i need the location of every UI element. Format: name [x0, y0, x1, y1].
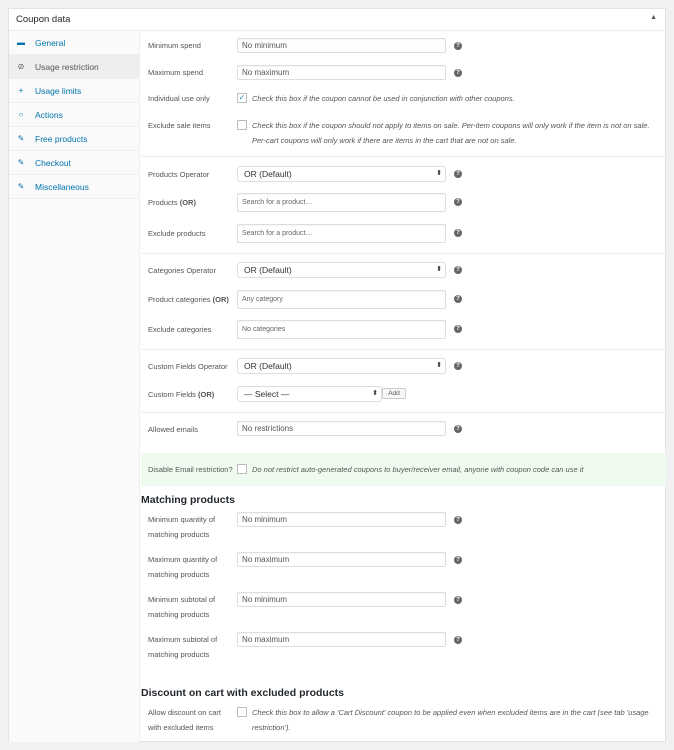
allowed-emails-input[interactable]: No restrictions	[237, 421, 446, 436]
label-suffix: (OR)	[179, 198, 196, 207]
label-suffix: (OR)	[198, 390, 215, 399]
exclude-categories-label: Exclude categories	[148, 325, 212, 334]
help-icon[interactable]: ?	[454, 295, 462, 303]
label-text: Product categories	[148, 295, 211, 304]
tab-label: Usage restriction	[35, 61, 99, 72]
disable-email-restriction-description: Do not restrict auto-generated coupons to buyer/receiver email, anyone with coupon code can use it	[252, 465, 584, 474]
allowed-emails-label: Allowed emails	[148, 425, 199, 434]
label-line: Minimum quantity of	[148, 515, 216, 524]
circle-icon: ○	[18, 110, 24, 119]
panel-header[interactable]	[9, 9, 665, 31]
panel-title: Coupon data	[16, 14, 71, 25]
product-categories-input[interactable]: Any category	[237, 290, 446, 309]
max-qty-label	[148, 552, 217, 582]
individual-use-label: Individual use only	[148, 94, 210, 103]
custom-fields-label	[148, 387, 214, 402]
categories-operator-select[interactable]	[237, 262, 446, 278]
exclude-categories-input[interactable]: No categories	[237, 320, 446, 339]
tab-checkout[interactable]	[9, 151, 140, 175]
label-line: Minimum subtotal of	[148, 595, 216, 604]
select-arrows-icon: ⬍	[436, 266, 442, 273]
plus-icon: +	[18, 86, 24, 95]
tab-label: Usage limits	[35, 85, 82, 96]
label-text: Products	[148, 198, 178, 207]
max-subtotal-input[interactable]: No maximum	[237, 632, 446, 647]
label-line: with excluded items	[148, 723, 214, 732]
label-line: matching products	[148, 610, 210, 619]
label-line: Allow discount on cart	[148, 708, 221, 717]
wrench-icon: ✎	[17, 182, 25, 191]
help-icon[interactable]: ?	[454, 42, 462, 50]
tab-label: General	[35, 37, 66, 48]
label-line: matching products	[148, 530, 210, 539]
select-value: — Select —	[244, 389, 290, 399]
tab-usage-limits[interactable]	[9, 79, 140, 103]
tab-usage-restriction[interactable]	[9, 55, 140, 79]
min-qty-label	[148, 512, 215, 542]
tab-label: Checkout	[35, 157, 71, 168]
maximum-spend-label: Maximum spend	[148, 68, 204, 77]
coupon-data-panel	[8, 8, 666, 742]
select-value: OR (Default)	[244, 265, 292, 275]
select-value: OR (Default)	[244, 169, 292, 179]
help-icon[interactable]: ?	[454, 325, 462, 333]
ban-icon: ⊘	[17, 62, 25, 71]
usage-restriction-panel	[141, 31, 666, 742]
excluded-products-heading: Discount on cart with excluded products	[141, 687, 345, 699]
products-label	[148, 195, 196, 210]
products-operator-label: Products Operator	[148, 170, 210, 179]
min-subtotal-input[interactable]: No minimum	[237, 592, 446, 607]
ticket-icon: ▬	[17, 38, 25, 47]
divider	[141, 156, 666, 157]
help-icon[interactable]: ?	[454, 69, 462, 77]
divider	[141, 412, 666, 413]
products-search-input[interactable]: Search for a product…	[237, 193, 446, 212]
label-suffix: (OR)	[212, 295, 229, 304]
help-icon[interactable]: ?	[454, 636, 462, 644]
label-text: Custom Fields	[148, 390, 196, 399]
add-custom-field-button[interactable]: Add	[382, 388, 406, 399]
product-categories-label	[148, 292, 229, 307]
divider	[141, 349, 666, 350]
minimum-spend-label: Minimum spend	[148, 41, 201, 50]
select-arrows-icon: ⬍	[372, 390, 378, 397]
exclude-products-search-input[interactable]: Search for a product…	[237, 224, 446, 243]
help-icon[interactable]: ?	[454, 170, 462, 178]
allow-discount-description: Check this box to allow a 'Cart Discount' coupon to be applied even when excluded items are in the cart (see tab 'usage restriction').	[252, 708, 649, 732]
disable-email-restriction-label: Disable Email restriction?	[148, 465, 233, 474]
label-line: matching products	[148, 570, 210, 579]
help-icon[interactable]: ?	[454, 596, 462, 604]
categories-operator-label: Categories Operator	[148, 266, 216, 275]
exclude-sale-items-description: Check this box if the coupon should not apply to items on sale. Per-item coupons will only work if the item is not on sale. Per-cart coupons will only work if there are items in the cart that are not on sale.	[252, 121, 650, 145]
min-subtotal-label	[148, 592, 215, 622]
wrench-icon: ✎	[17, 158, 25, 167]
tab-label: Miscellaneous	[35, 181, 89, 192]
min-qty-input[interactable]: No minimum	[237, 512, 446, 527]
allow-discount-checkbox[interactable]	[237, 707, 247, 717]
wrench-icon: ✎	[17, 134, 25, 143]
help-icon[interactable]: ?	[454, 198, 462, 206]
custom-fields-select[interactable]	[237, 386, 382, 402]
disable-email-restriction-checkbox[interactable]	[237, 464, 247, 474]
help-icon[interactable]: ?	[454, 229, 462, 237]
tab-free-products[interactable]	[9, 127, 140, 151]
coupon-tabs	[9, 31, 140, 742]
help-icon[interactable]: ?	[454, 516, 462, 524]
tab-label: Free products	[35, 133, 88, 144]
minimum-spend-input[interactable]: No minimum	[237, 38, 446, 53]
label-line: matching products	[148, 650, 210, 659]
individual-use-checkbox[interactable]: ✓	[238, 93, 246, 102]
products-operator-select[interactable]	[237, 166, 446, 182]
max-qty-input[interactable]: No maximum	[237, 552, 446, 567]
custom-fields-operator-select[interactable]	[237, 358, 446, 374]
maximum-spend-input[interactable]: No maximum	[237, 65, 446, 80]
individual-use-description: Check this box if the coupon cannot be used in conjunction with other coupons.	[252, 94, 515, 103]
select-arrows-icon: ⬍	[436, 362, 442, 369]
help-icon[interactable]: ?	[454, 556, 462, 564]
help-icon[interactable]: ?	[454, 266, 462, 274]
max-subtotal-label	[148, 632, 217, 662]
help-icon[interactable]: ?	[454, 362, 462, 370]
select-value: OR (Default)	[244, 361, 292, 371]
exclude-sale-items-label: Exclude sale items	[148, 121, 211, 130]
custom-fields-operator-label: Custom Fields Operator	[148, 362, 228, 371]
help-icon[interactable]: ?	[454, 425, 462, 433]
tab-miscellaneous[interactable]	[9, 175, 140, 199]
matching-products-heading: Matching products	[141, 494, 235, 506]
label-line: Maximum quantity of	[148, 555, 218, 564]
exclude-sale-items-checkbox[interactable]	[237, 120, 247, 130]
label-line: Maximum subtotal of	[148, 635, 218, 644]
exclude-products-label: Exclude products	[148, 229, 206, 238]
tab-label: Actions	[35, 109, 63, 120]
select-arrows-icon: ⬍	[436, 170, 442, 177]
allow-discount-label	[148, 705, 221, 735]
tab-actions[interactable]	[9, 103, 140, 127]
tab-general[interactable]	[9, 31, 140, 55]
collapse-toggle-icon[interactable]: ▲	[650, 14, 657, 21]
divider	[141, 253, 666, 254]
